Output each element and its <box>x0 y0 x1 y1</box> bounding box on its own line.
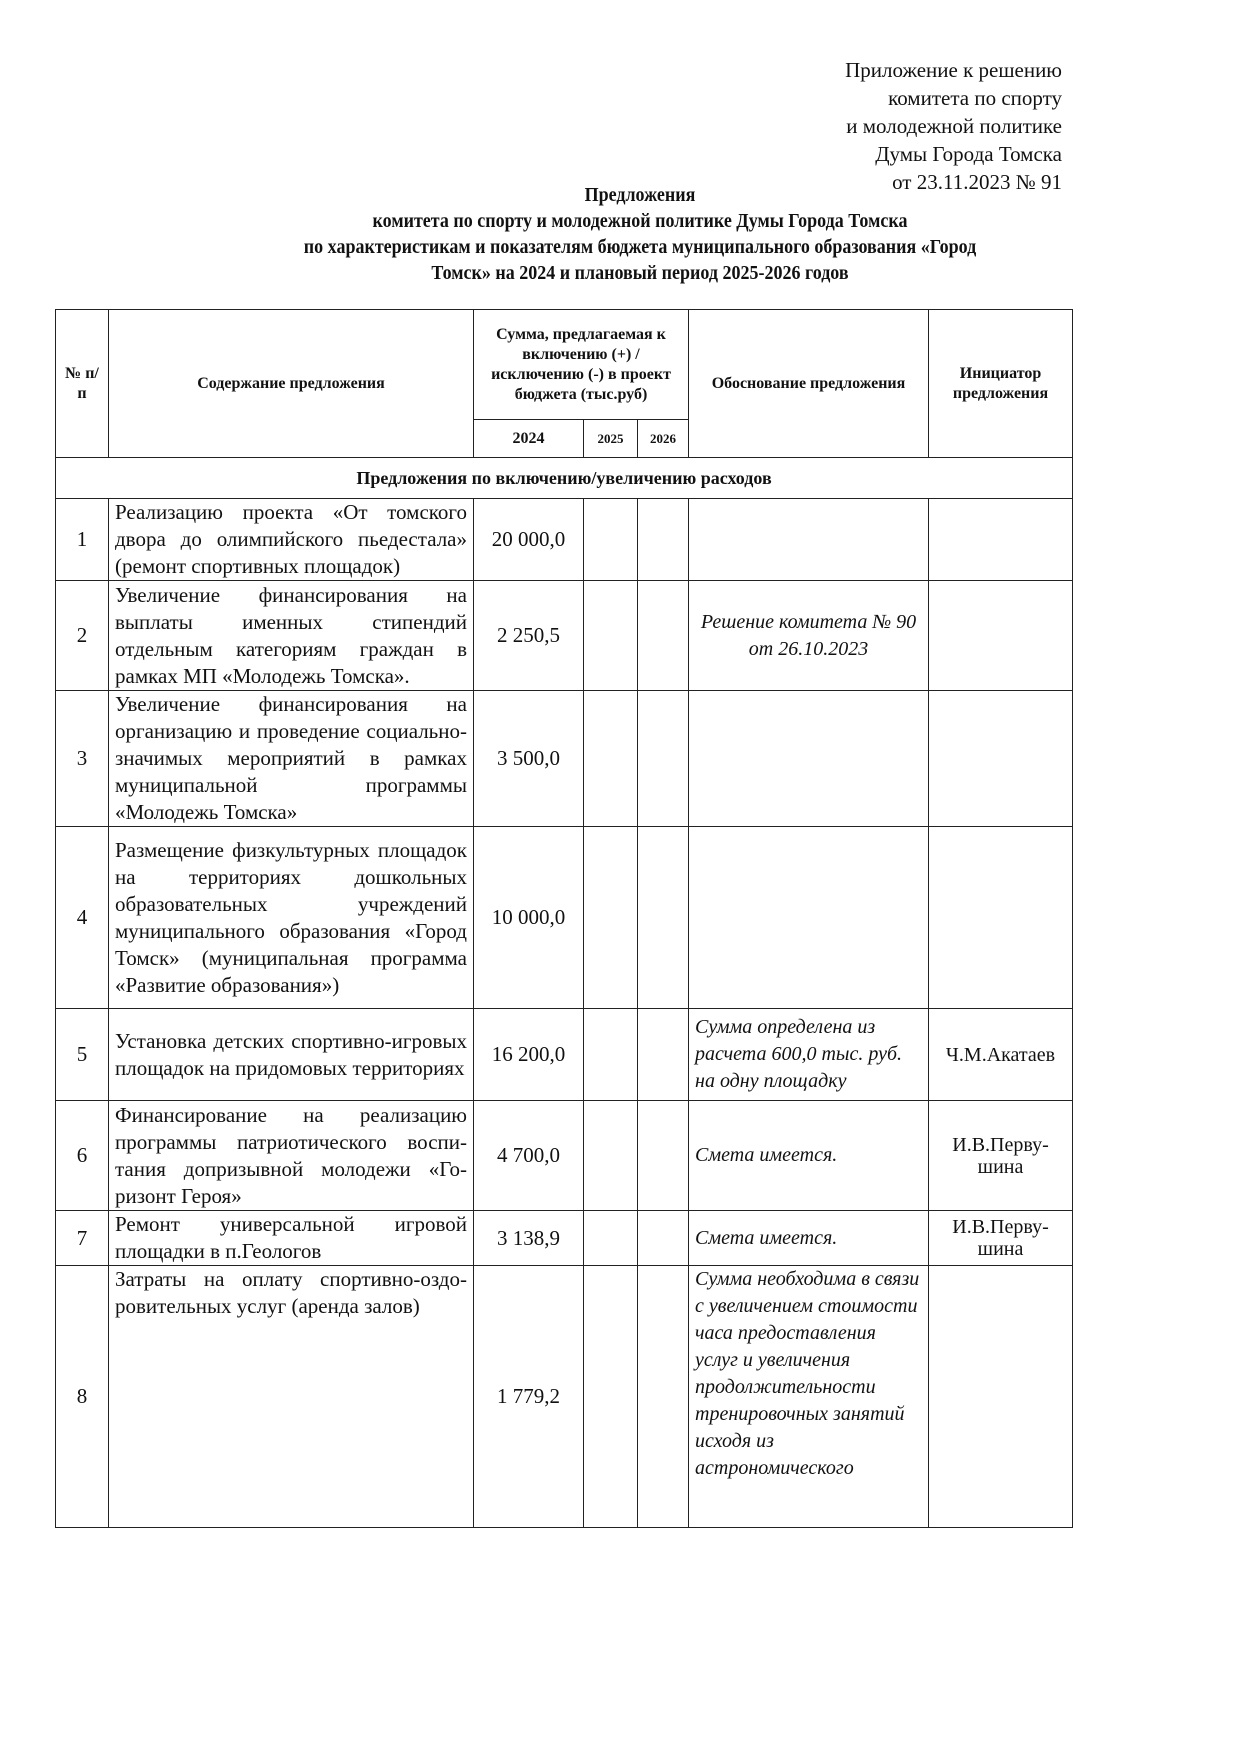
row-amount-2025 <box>584 1101 638 1211</box>
row-amount-2024: 4 700,0 <box>474 1101 584 1211</box>
appendix-line: Думы Города Томска <box>875 142 1062 166</box>
row-reason <box>689 499 929 581</box>
row-content: Увеличение финансирования на организацию и проведение социально-значимых мероприятий в рамках муниципальной программы «Молодежь Томска» <box>109 691 474 827</box>
row-content: Реализацию проекта «От томского двора до олимпийского пьедестала» (ремонт спортивных площадок) <box>109 499 474 581</box>
row-amount-2025 <box>584 691 638 827</box>
table-row <box>56 1009 1073 1101</box>
row-content: Затраты на оплату спортивно-оздо-ровительных услуг (аренда залов) <box>109 1266 474 1528</box>
section-row <box>56 458 1073 499</box>
title-line: Томск» на 2024 и плановый период 2025-2026 годов <box>431 262 849 284</box>
header-year-2025: 2025 <box>584 420 638 458</box>
appendix-block <box>845 56 1062 196</box>
row-amount-2025 <box>584 1009 638 1101</box>
row-number: 7 <box>56 1211 109 1266</box>
table-row <box>56 827 1073 1009</box>
row-amount-2026 <box>638 1101 689 1211</box>
row-amount-2025 <box>584 499 638 581</box>
row-initiator: И.В.Перву-шина <box>929 1101 1073 1211</box>
header-reason: Обоснование предложения <box>689 310 929 458</box>
table-row <box>56 1266 1073 1528</box>
row-number: 5 <box>56 1009 109 1101</box>
row-amount-2026 <box>638 1266 689 1528</box>
row-amount-2024: 3 500,0 <box>474 691 584 827</box>
header-content: Содержание предложения <box>109 310 474 458</box>
row-amount-2024: 3 138,9 <box>474 1211 584 1266</box>
table-row <box>56 581 1073 691</box>
appendix-line: от 23.11.2023 № 91 <box>892 170 1062 194</box>
row-initiator <box>929 581 1073 691</box>
row-initiator: Ч.М.Акатаев <box>929 1009 1073 1101</box>
row-amount-2024: 1 779,2 <box>474 1266 584 1528</box>
appendix-line: и молодежной политике <box>846 114 1062 138</box>
row-amount-2026 <box>638 691 689 827</box>
proposals-table <box>55 309 1073 1528</box>
row-content: Увеличение финансирования на выплаты именных стипендий отдельным категориям граждан в рамках МП «Молодежь Томска». <box>109 581 474 691</box>
row-reason: Смета имеется. <box>689 1211 929 1266</box>
row-initiator <box>929 499 1073 581</box>
title-line: комитета по спорту и молодежной политике Думы Города Томска <box>372 210 908 232</box>
row-reason: Сумма необходима в связи с увеличением стоимости часа предоставления услуг и увеличения продолжительности тренировочных занятий исходя из астрономического <box>689 1266 929 1528</box>
row-content: Ремонт универсальной игровой площадки в п.Геологов <box>109 1211 474 1266</box>
table-row <box>56 1101 1073 1211</box>
row-number: 3 <box>56 691 109 827</box>
row-number: 8 <box>56 1266 109 1528</box>
header-initiator: Инициатор предложения <box>929 310 1073 458</box>
header-year-2026: 2026 <box>638 420 689 458</box>
row-amount-2026 <box>638 827 689 1009</box>
row-amount-2024: 10 000,0 <box>474 827 584 1009</box>
row-reason: Смета имеется. <box>689 1101 929 1211</box>
row-number: 6 <box>56 1101 109 1211</box>
row-content: Размещение физкультурных площадок на территориях дошкольных образовательных учреждений муниципального образования «Город Томск» (муниципальная программа «Развитие образования») <box>109 827 474 1009</box>
row-number: 1 <box>56 499 109 581</box>
table-row <box>56 691 1073 827</box>
row-amount-2026 <box>638 581 689 691</box>
row-amount-2026 <box>638 499 689 581</box>
section-title: Предложения по включению/увеличению расходов <box>56 458 1073 499</box>
row-reason <box>689 691 929 827</box>
appendix-line: комитета по спорту <box>888 86 1062 110</box>
header-amount: Сумма, предлагаемая к включению (+) /исключению (-) в проект бюджета (тыс.руб) <box>474 310 689 420</box>
header-row <box>56 310 1073 420</box>
row-amount-2024: 2 250,5 <box>474 581 584 691</box>
title-line: по характеристикам и показателям бюджета муниципального образования «Город <box>303 236 977 258</box>
row-initiator <box>929 827 1073 1009</box>
header-year-2024: 2024 <box>474 420 584 458</box>
row-initiator: И.В.Перву-шина <box>929 1211 1073 1266</box>
row-amount-2025 <box>584 1266 638 1528</box>
header-number: № п/п <box>56 310 109 458</box>
row-number: 2 <box>56 581 109 691</box>
appendix-line: Приложение к решению <box>845 58 1062 82</box>
row-amount-2025 <box>584 827 638 1009</box>
row-amount-2024: 20 000,0 <box>474 499 584 581</box>
row-initiator <box>929 691 1073 827</box>
table-row <box>56 499 1073 581</box>
row-amount-2024: 16 200,0 <box>474 1009 584 1101</box>
row-number: 4 <box>56 827 109 1009</box>
row-reason: Решение комитета № 90 от 26.10.2023 <box>689 581 929 691</box>
row-amount-2026 <box>638 1211 689 1266</box>
table-row <box>56 1211 1073 1266</box>
title-line: Предложения <box>584 184 696 206</box>
row-amount-2025 <box>584 1211 638 1266</box>
row-amount-2025 <box>584 581 638 691</box>
row-reason <box>689 827 929 1009</box>
row-content: Установка детских спортивно-игровых площадок на придомовых территориях <box>109 1009 474 1101</box>
document-title <box>208 182 1072 286</box>
row-initiator <box>929 1266 1073 1528</box>
row-content: Финансирование на реализацию программы патриотического воспи-тания допризывной молодежи «Го-ризонт Героя» <box>109 1101 474 1211</box>
row-reason: Сумма определена из расчета 600,0 тыс. руб. на одну площадку <box>689 1009 929 1101</box>
row-amount-2026 <box>638 1009 689 1101</box>
